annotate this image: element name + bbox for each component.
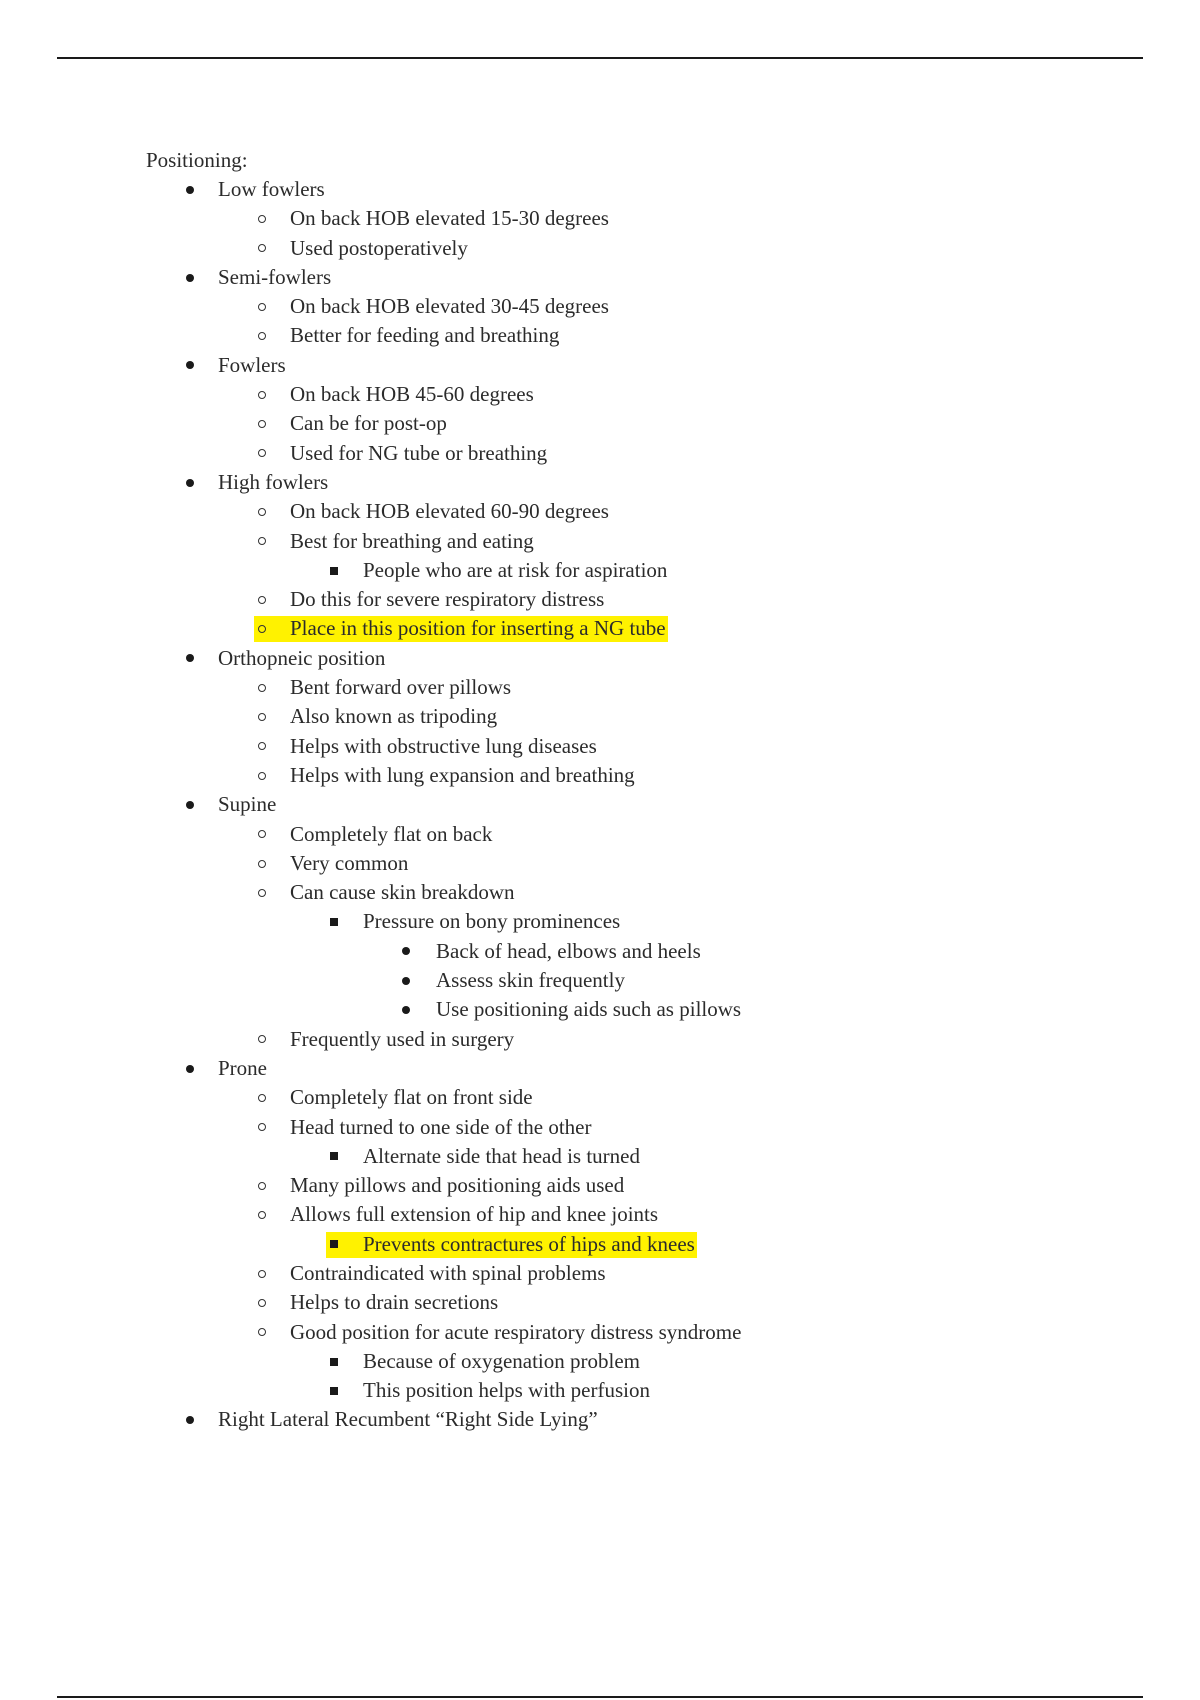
- circle-bullet-icon: [252, 380, 272, 409]
- list-item-text: Because of oxygenation problem: [363, 1348, 640, 1373]
- list-item: [146, 351, 1106, 380]
- list-item: [146, 1083, 1106, 1112]
- circle-bullet-icon: [252, 702, 272, 731]
- list-item-text: Bent forward over pillows: [290, 675, 512, 700]
- list-item: [146, 468, 1106, 497]
- circle-bullet-icon: [252, 439, 272, 468]
- list-item-text: Assess skin frequently: [436, 968, 625, 993]
- disc-bullet-icon: [180, 175, 200, 204]
- list-item-text: Also known as tripoding: [290, 704, 498, 729]
- list-item: [146, 966, 1106, 995]
- circle-bullet-icon: [252, 1259, 272, 1288]
- list-item: [146, 527, 1106, 556]
- list-item-text: Use positioning aids such as pillows: [436, 997, 742, 1022]
- list-item: [146, 1259, 1106, 1288]
- list-item: [146, 907, 1106, 936]
- list-item-text: Helps to drain secretions: [290, 1290, 499, 1315]
- list-item-text: Better for feeding and breathing: [290, 323, 560, 348]
- circle-bullet-icon: [252, 820, 272, 849]
- circle-bullet-icon: [252, 234, 272, 263]
- disc-bullet-icon: [396, 937, 416, 966]
- list-item: [146, 497, 1106, 526]
- list-item-text: Can cause skin breakdown: [290, 880, 515, 905]
- list-item: [146, 1200, 1106, 1229]
- list-item-text: Good position for acute respiratory distress syndrome: [290, 1319, 742, 1344]
- list-item-text: Many pillows and positioning aids used: [290, 1173, 625, 1198]
- list-item-text: Place in this position for inserting a NG tube: [290, 616, 666, 641]
- list-item: [146, 732, 1106, 761]
- circle-bullet-icon: [252, 1113, 272, 1142]
- list-item-text: People who are at risk for aspiration: [363, 557, 668, 582]
- list-item: [146, 1025, 1106, 1054]
- list-item: [146, 1171, 1106, 1200]
- list-item: [146, 1318, 1106, 1347]
- list-item-text: Very common: [290, 850, 409, 875]
- disc-bullet-icon: [180, 351, 200, 380]
- square-bullet-icon: [324, 907, 344, 936]
- circle-bullet-icon: [252, 1200, 272, 1229]
- document-body: [146, 146, 1106, 1435]
- list-item: [146, 1405, 1106, 1434]
- list-item-text: Supine: [218, 792, 277, 817]
- circle-bullet-icon: [252, 1318, 272, 1347]
- list-item-text: Right Lateral Recumbent “Right Side Lying”: [218, 1407, 598, 1432]
- disc-bullet-icon: [180, 468, 200, 497]
- circle-bullet-icon: [252, 527, 272, 556]
- list-item-text: On back HOB elevated 60-90 degrees: [290, 499, 609, 524]
- list-item: [146, 1288, 1106, 1317]
- list-item-text: On back HOB elevated 15-30 degrees: [290, 206, 609, 231]
- list-item-text: Allows full extension of hip and knee joints: [290, 1202, 659, 1227]
- circle-bullet-icon: [252, 204, 272, 233]
- list-item-text: Do this for severe respiratory distress: [290, 587, 605, 612]
- list-item-text: Semi-fowlers: [218, 264, 332, 289]
- circle-bullet-icon: [252, 1083, 272, 1112]
- list-item: [146, 937, 1106, 966]
- circle-bullet-icon: [252, 497, 272, 526]
- list-item: [146, 1347, 1106, 1376]
- circle-bullet-icon: [252, 1025, 272, 1054]
- square-bullet-icon: [324, 1142, 344, 1171]
- disc-bullet-icon: [396, 995, 416, 1024]
- disc-bullet-icon: [180, 263, 200, 292]
- list-item-text: Low fowlers: [218, 177, 325, 201]
- list-item: [146, 995, 1106, 1024]
- circle-bullet-icon: [252, 614, 272, 643]
- list-item: [146, 1230, 1106, 1259]
- circle-bullet-icon: [252, 761, 272, 790]
- list-item: [146, 820, 1106, 849]
- list-item-text: Helps with obstructive lung diseases: [290, 733, 597, 758]
- circle-bullet-icon: [252, 878, 272, 907]
- list-item-text: Used postoperatively: [290, 235, 468, 260]
- list-item: [146, 292, 1106, 321]
- square-bullet-icon: [324, 1347, 344, 1376]
- list-item-text: High fowlers: [218, 469, 329, 494]
- list-item: [146, 263, 1106, 292]
- list-item-text: Prone: [218, 1055, 267, 1080]
- bottom-rule: [57, 1696, 1143, 1698]
- list-item: [146, 761, 1106, 790]
- document-heading: Positioning:: [146, 148, 248, 172]
- list-item: [146, 175, 1106, 204]
- list-item-text: On back HOB 45-60 degrees: [290, 382, 534, 407]
- circle-bullet-icon: [252, 1171, 272, 1200]
- list-item-text: Head turned to one side of the other: [290, 1114, 592, 1139]
- list-item: [146, 556, 1106, 585]
- list-item-text: Orthopneic position: [218, 645, 386, 670]
- circle-bullet-icon: [252, 321, 272, 350]
- circle-bullet-icon: [252, 673, 272, 702]
- square-bullet-icon: [324, 556, 344, 585]
- list-item: [146, 1113, 1106, 1142]
- list-item-text: Prevents contractures of hips and knees: [363, 1231, 695, 1256]
- circle-bullet-icon: [252, 1288, 272, 1317]
- square-bullet-icon: [324, 1376, 344, 1405]
- circle-bullet-icon: [252, 585, 272, 614]
- square-bullet-icon: [324, 1230, 344, 1259]
- list-item: [146, 790, 1106, 819]
- list-item-text: Alternate side that head is turned: [363, 1143, 640, 1168]
- list-item: [146, 409, 1106, 438]
- list-item-text: Back of head, elbows and heels: [436, 938, 701, 963]
- list-item: [146, 1054, 1106, 1083]
- list-item-text: Pressure on bony prominences: [363, 909, 621, 934]
- list-item-text: Used for NG tube or breathing: [290, 440, 548, 465]
- disc-bullet-icon: [180, 790, 200, 819]
- list-item-text: This position helps with perfusion: [363, 1378, 650, 1403]
- list-item-text: Best for breathing and eating: [290, 528, 534, 553]
- list-item: [146, 1376, 1106, 1405]
- list-item: [146, 1142, 1106, 1171]
- list-item-text: Helps with lung expansion and breathing: [290, 762, 635, 787]
- list-item-text: Completely flat on back: [290, 821, 493, 846]
- list-item: [146, 702, 1106, 731]
- list-item: [146, 614, 1106, 643]
- disc-bullet-icon: [180, 1405, 200, 1434]
- circle-bullet-icon: [252, 849, 272, 878]
- list-item: [146, 849, 1106, 878]
- circle-bullet-icon: [252, 732, 272, 761]
- list-item: [146, 878, 1106, 907]
- list-item-text: Frequently used in surgery: [290, 1026, 515, 1051]
- list-item: [146, 673, 1106, 702]
- disc-bullet-icon: [396, 966, 416, 995]
- list-item-text: Can be for post-op: [290, 411, 447, 436]
- top-rule: [57, 57, 1143, 59]
- list-item: [146, 439, 1106, 468]
- disc-bullet-icon: [180, 644, 200, 673]
- list-item: [146, 585, 1106, 614]
- outline-list: [146, 175, 1106, 1435]
- list-item-text: Contraindicated with spinal problems: [290, 1260, 606, 1285]
- list-item-text: On back HOB elevated 30-45 degrees: [290, 294, 609, 319]
- disc-bullet-icon: [180, 1054, 200, 1083]
- list-item: [146, 380, 1106, 409]
- circle-bullet-icon: [252, 409, 272, 438]
- list-item: [146, 234, 1106, 263]
- list-item-text: Fowlers: [218, 352, 286, 377]
- list-item: [146, 644, 1106, 673]
- list-item: [146, 204, 1106, 233]
- circle-bullet-icon: [252, 292, 272, 321]
- list-item-text: Completely flat on front side: [290, 1085, 533, 1110]
- list-item: [146, 321, 1106, 350]
